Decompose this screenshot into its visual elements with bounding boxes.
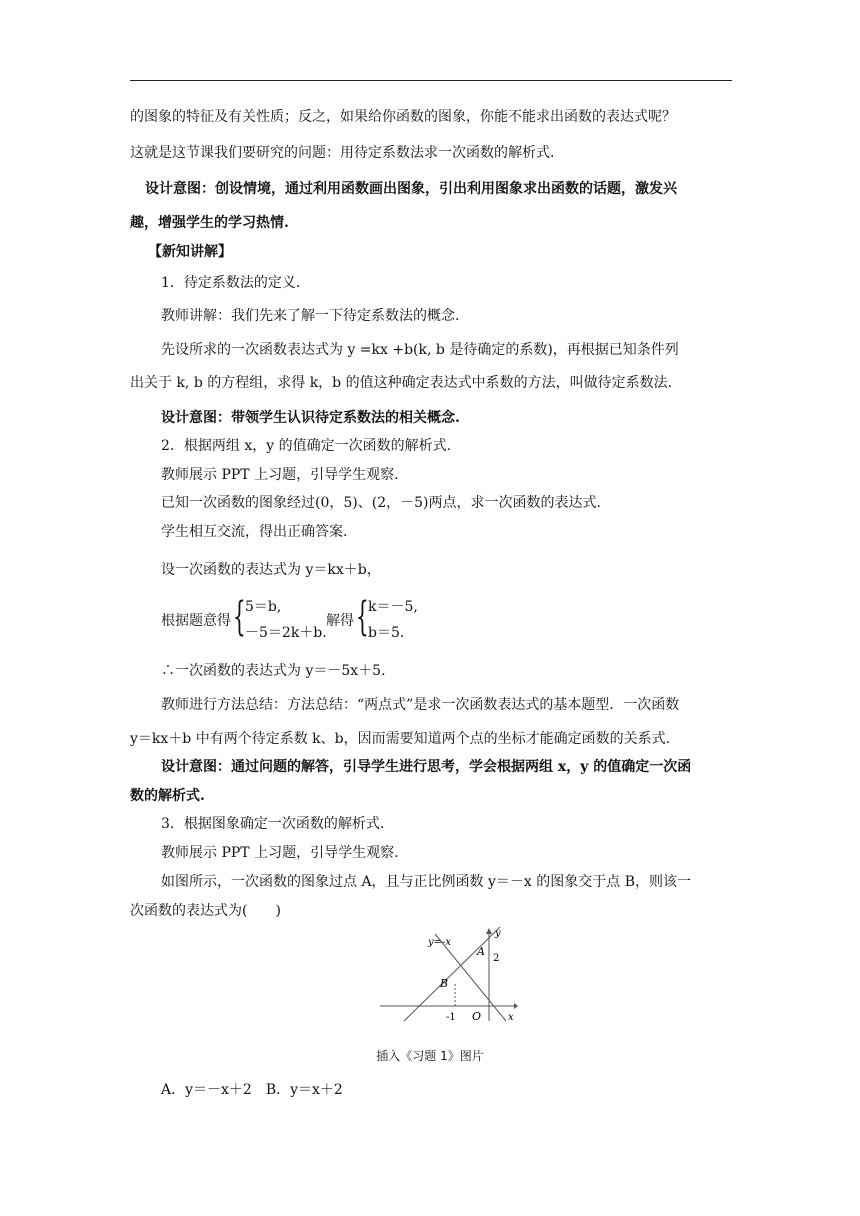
equation: 5＝b, (245, 599, 282, 615)
text-line: 先设所求的一次函数表达式为 y =kx +b(k, b 是待确定的系数)，再根据已知条件列 (161, 342, 679, 358)
problem-statement: 如图所示，一次函数的图象过点 A，且与正比例函数 y＝－x 的图象交于点 B，则该一 (161, 874, 692, 890)
text-line: 学生相互交流，得出正确答案. (161, 524, 348, 540)
header-rule (130, 80, 732, 81)
equation: －5＝2k＋b. (245, 625, 327, 641)
system-label: 根据题意得 (161, 613, 231, 629)
text-line: 教师展示 PPT 上习题，引导学生观察. (161, 467, 399, 483)
design-intent: 数的解析式. (130, 788, 205, 804)
text-line: 这就是这节课我们要研究的问题：用待定系数法求一次函数的解析式. (130, 145, 555, 161)
x-axis-label: x (508, 1012, 514, 1023)
left-brace: { (233, 594, 246, 640)
y-tick-label: 2 (493, 953, 500, 964)
design-intent: 设计意图：创设情境，通过利用函数画出图象，引出利用图象求出函数的话题，激发兴 (145, 181, 677, 197)
solve-label: 解得 (326, 613, 354, 629)
text-line: 的图象的特征及有关性质；反之，如果给你函数的图象，你能不能求出函数的表达式呢？ (130, 109, 676, 125)
text-line: 出关于 k, b 的方程组，求得 k，b 的值这种确定表达式中系数的方法，叫做待定系数法. (130, 375, 673, 391)
point-b-label: B (440, 977, 449, 990)
text-line: 设一次函数的表达式为 y＝kx＋b， (161, 562, 381, 578)
origin-label: O (472, 1010, 482, 1023)
text-line: 教师讲解：我们先来了解一下待定系数法的概念. (161, 308, 460, 324)
function-graph (378, 925, 518, 1025)
line-through-a-b (404, 927, 500, 1021)
y-axis-arrow (486, 928, 492, 934)
x-tick-label: -1 (446, 1012, 456, 1023)
line-label: y=-x (428, 937, 452, 948)
text-line: 教师展示 PPT 上习题，引导学生观察. (161, 845, 399, 861)
item-heading: 1．待定系数法的定义. (161, 275, 301, 291)
text-line: ∴一次函数的表达式为 y＝－5x＋5. (161, 663, 386, 679)
x-axis-arrow (514, 1003, 518, 1009)
design-intent: 趣，增强学生的学习热情. (130, 215, 289, 231)
equation: k＝－5, (368, 599, 418, 615)
text-line: y＝kx＋b 中有两个待定系数 k、b，因而需要知道两个点的坐标才能确定函数的关系式. (130, 731, 671, 747)
item-heading: 3．根据图象确定一次函数的解析式. (161, 816, 385, 832)
y-axis-label: y (495, 928, 501, 939)
design-intent: 设计意图：带领学生认识待定系数法的相关概念. (161, 410, 460, 426)
point-a-label: A (477, 945, 485, 958)
problem-statement: 已知一次函数的图象经过(0，5)、(2，－5)两点，求一次函数的表达式. (161, 495, 601, 511)
left-brace: { (356, 594, 369, 640)
problem-statement: 次函数的表达式为( ) (130, 903, 281, 919)
equation: b＝5. (368, 625, 405, 641)
section-title: 【新知讲解】 (148, 244, 232, 260)
text-line: 教师进行方法总结：方法总结：“两点式”是求一次函数表达式的基本题型．一次函数 (161, 697, 680, 713)
design-intent: 设计意图：通过问题的解答，引导学生进行思考，学会根据两组 x，y 的值确定一次函 (161, 759, 692, 775)
figure-caption: 插入《习题 1》图片 (376, 1049, 484, 1063)
answer-options: A．y＝－x＋2 B．y＝x＋2 (161, 1082, 343, 1098)
item-heading: 2．根据两组 x，y 的值确定一次函数的解析式. (161, 438, 452, 454)
